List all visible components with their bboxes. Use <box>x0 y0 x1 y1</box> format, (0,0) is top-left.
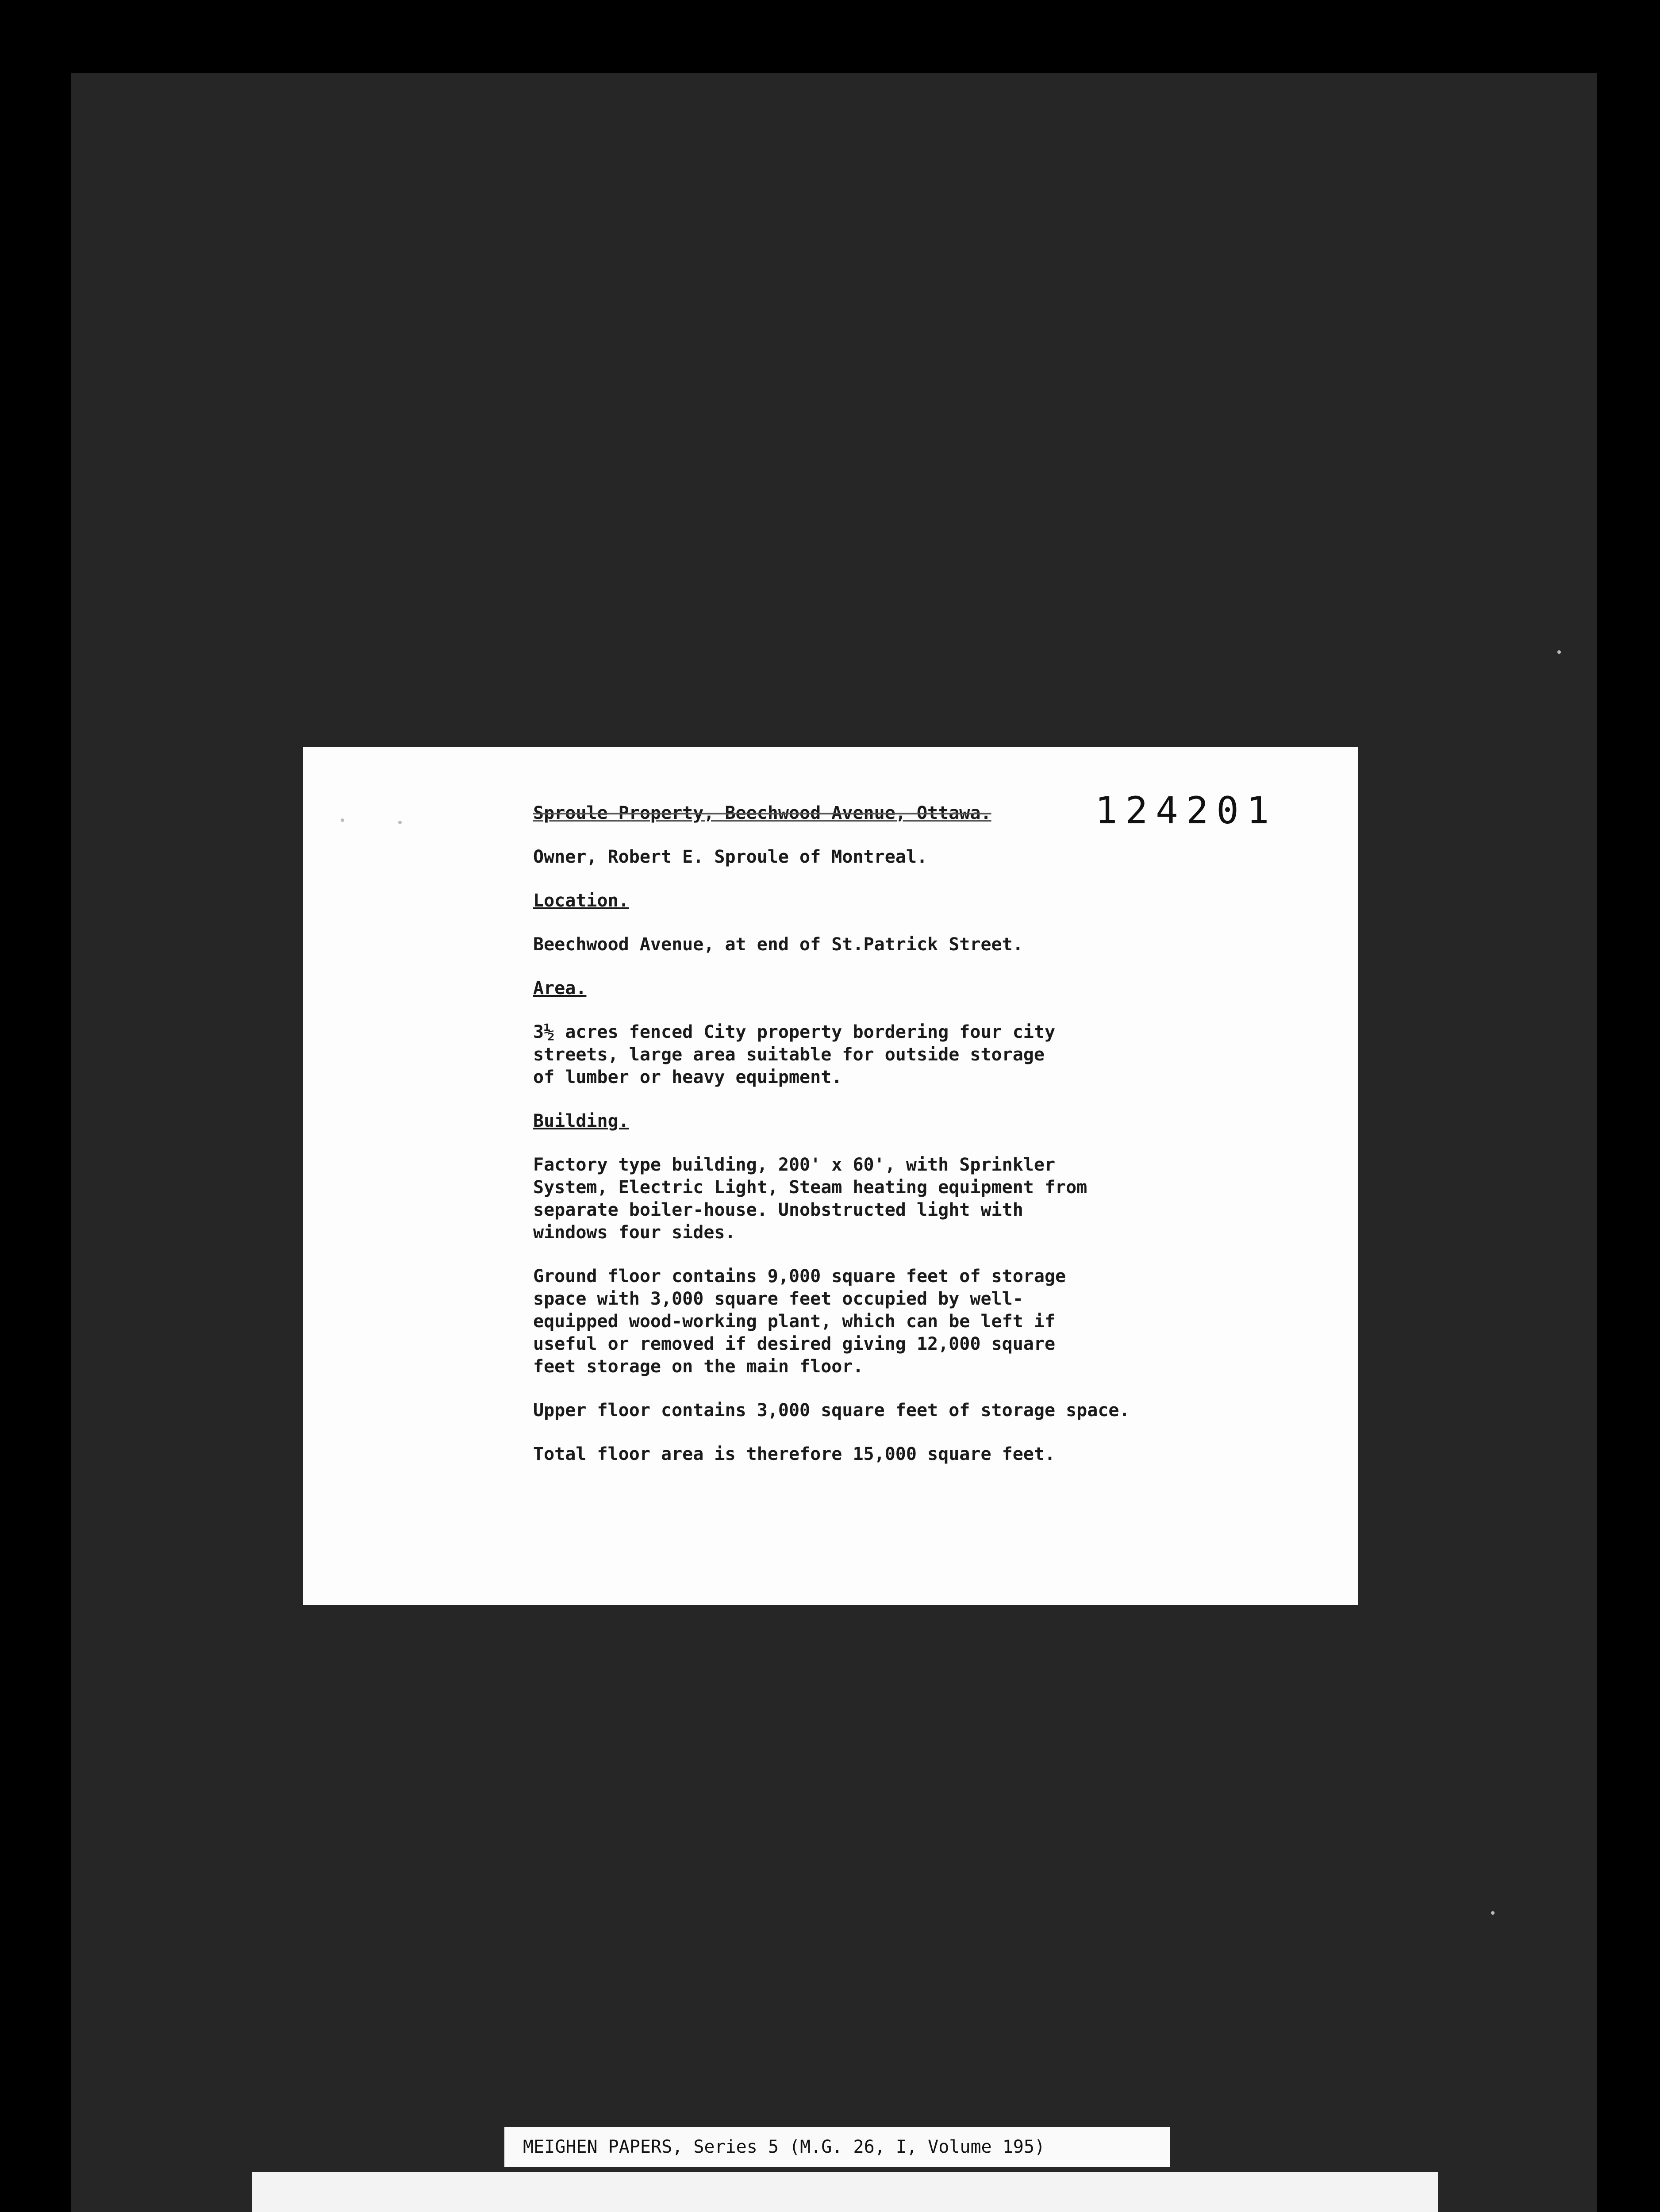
owner-line: Owner, Robert E. Sproule of Montreal. <box>533 847 928 867</box>
area-paragraph <box>533 1021 1307 1089</box>
location-text: Beechwood Avenue, at end of St.Patrick Street. <box>533 934 1023 955</box>
dust-speck <box>1491 1911 1495 1915</box>
area-line: streets, large area suitable for outside storage <box>533 1045 1045 1065</box>
dust-speck <box>1557 650 1561 654</box>
typed-document <box>303 747 1358 1605</box>
ground-floor-line: space with 3,000 square feet occupied by well- <box>533 1289 1023 1309</box>
ground-floor-line: Ground floor contains 9,000 square feet of storage <box>533 1266 1066 1286</box>
dust-speck <box>341 818 344 822</box>
archives-placard <box>252 2172 1438 2212</box>
document-number: 124201 <box>1095 789 1277 832</box>
building-line: windows four sides. <box>533 1222 736 1243</box>
ground-floor-paragraph <box>533 1265 1307 1378</box>
ground-floor-line: useful or removed if desired giving 12,000 square <box>533 1334 1056 1354</box>
document-body <box>533 802 1307 1487</box>
area-line: 3½ acres fenced City property bordering four city <box>533 1022 1056 1042</box>
location-heading: Location. <box>533 891 629 911</box>
building-line: Factory type building, 200' x 60', with Sprinkler <box>533 1155 1056 1175</box>
area-line: of lumber or heavy equipment. <box>533 1067 842 1087</box>
dust-speck <box>398 821 402 824</box>
series-label: MEIGHEN PAPERS, Series 5 (M.G. 26, I, Volume 195) <box>504 2127 1170 2167</box>
document-heading: Sproule Property, Beechwood Avenue, Ottawa. <box>533 803 991 823</box>
total-floor-line: Total floor area is therefore 15,000 square feet. <box>533 1444 1056 1464</box>
ground-floor-line: equipped wood-working plant, which can be left if <box>533 1311 1056 1332</box>
building-line: System, Electric Light, Steam heating equipment from <box>533 1177 1087 1198</box>
building-line: separate boiler-house. Unobstructed light with <box>533 1200 1023 1220</box>
area-heading: Area. <box>533 978 587 998</box>
upper-floor-line: Upper floor contains 3,000 square feet of storage space. <box>533 1400 1130 1421</box>
building-paragraph <box>533 1154 1307 1244</box>
ground-floor-line: feet storage on the main floor. <box>533 1356 864 1377</box>
building-heading: Building. <box>533 1111 629 1131</box>
